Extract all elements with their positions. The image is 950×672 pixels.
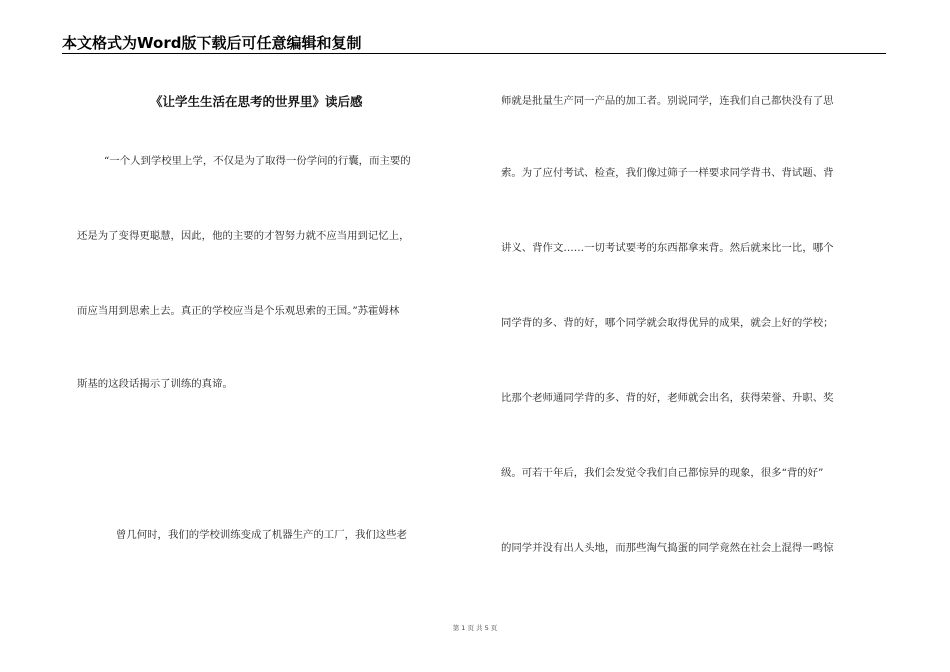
right-line-6: 级。可若干年后，我们会发觉令我们自己都惊异的现象，很多“背的好” <box>501 467 824 479</box>
left-line-5: 曾几何时，我们的学校训练变成了机器生产的工厂，我们这些老 <box>116 529 407 541</box>
right-line-1: 师就是批量生产同一产品的加工者。别说同学，连我们自己都快没有了思 <box>501 95 834 107</box>
right-line-2: 索。为了应付考试、检查，我们像过筛子一样要求同学背书、背试题、背 <box>501 167 834 179</box>
right-line-3: 讲义、背作文……一切考试要考的东西都拿来背。然后就来比一比，哪个 <box>501 242 834 254</box>
header-divider <box>62 53 886 54</box>
left-line-3: 而应当用到思索上去。真正的学校应当是个乐观思索的王国。”苏霍姆林 <box>77 305 400 317</box>
left-line-4: 斯基的这段话揭示了训练的真谛。 <box>77 378 233 390</box>
page-number-footer: 第 1 页 共 5 页 <box>452 624 498 632</box>
right-line-7: 的同学并没有出人头地，而那些淘气捣蛋的同学竟然在社会上混得一鸣惊 <box>501 542 834 554</box>
left-line-1: “一个人到学校里上学，不仅是为了取得一份学问的行囊，而主要的 <box>104 155 411 167</box>
right-line-5: 比那个老师通同学背的多、背的好，老师就会出名，获得荣誉、升职、奖 <box>501 392 834 404</box>
right-line-4: 同学背的多、背的好，哪个同学就会取得优异的成果，就会上好的学校； <box>501 317 834 329</box>
article-title: 《让学生生活在思考的世界里》读后感 <box>150 94 363 109</box>
document-header-banner: 本文格式为Word版下载后可任意编辑和复制 <box>62 34 362 52</box>
left-line-2: 还是为了变得更聪慧，因此，他的主要的才智努力就不应当用到记忆上， <box>77 230 410 242</box>
